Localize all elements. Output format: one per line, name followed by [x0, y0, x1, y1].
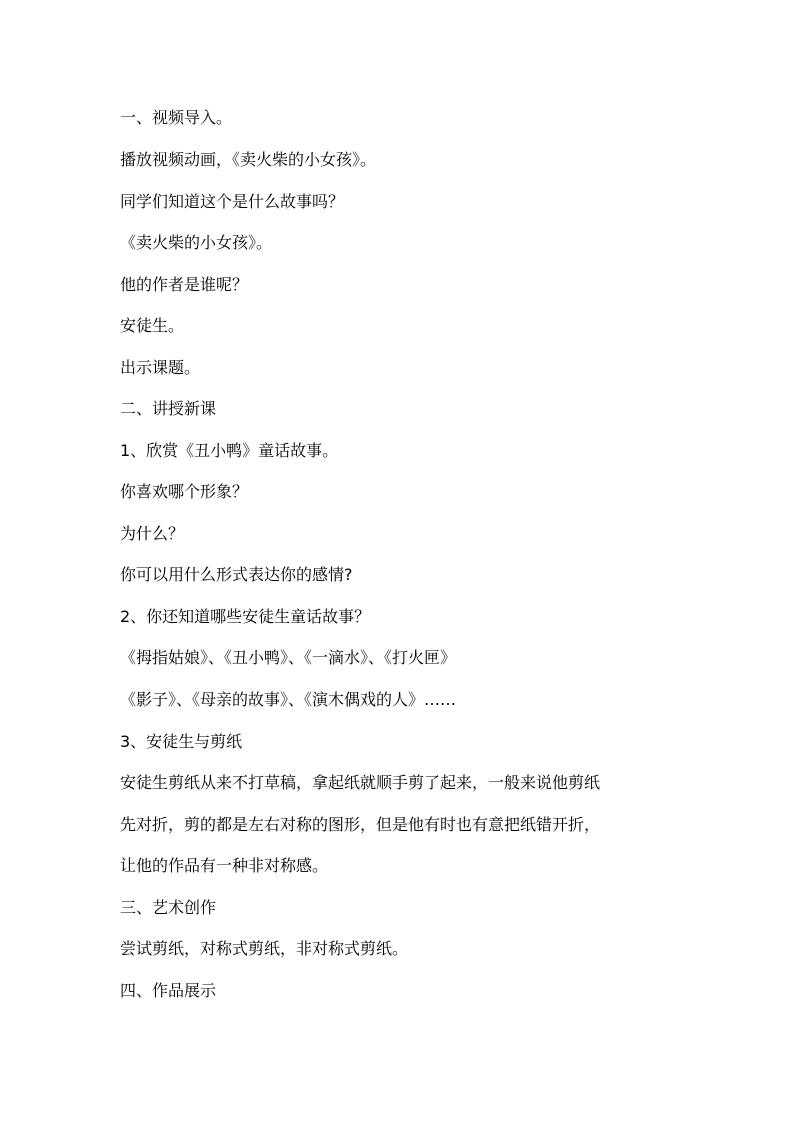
section-heading-art-creation: 三、艺术创作	[120, 898, 217, 917]
paragraph-line: 先对折，剪的都是左右对称的图形，但是他有时也有意把纸错开折，	[120, 815, 601, 834]
paragraph-line: 让他的作品有一种非对称感。	[120, 856, 329, 875]
paragraph-line: 出示课题。	[120, 358, 201, 377]
paragraph-line: 《影子》、《母亲的故事》、《演木偶戏的人》……	[120, 690, 457, 709]
paragraph-line: 《拇指姑娘》、《丑小鸭》、《一滴水》、《打火匣》	[120, 648, 457, 667]
section-heading-new-lesson: 二、讲授新课	[120, 399, 217, 418]
paragraph-line: 他的作者是谁呢？	[120, 275, 249, 294]
section-heading-work-display: 四、作品展示	[120, 981, 217, 1000]
paragraph-line: 为什么？	[120, 524, 185, 543]
paragraph-line: 《卖火柴的小女孩》。	[120, 233, 273, 252]
paragraph-line: 尝试剪纸，对称式剪纸，非对称式剪纸。	[120, 939, 409, 958]
list-item: 1、欣赏《丑小鸭》童话故事。	[120, 441, 339, 460]
paragraph-line: 安徒生剪纸从来不打草稿，拿起纸就顺手剪了起来，一般来说他剪纸	[120, 773, 601, 792]
paragraph-line: 同学们知道这个是什么故事吗？	[120, 192, 345, 211]
paragraph-line: 播放视频动画，《卖火柴的小女孩》。	[120, 150, 377, 169]
paragraph-line: 你可以用什么形式表达你的感情?	[120, 565, 353, 584]
paragraph-line: 安徒生。	[120, 316, 185, 335]
section-heading-video-intro: 一、视频导入。	[120, 108, 233, 127]
list-item: 2、你还知道哪些安徒生童话故事？	[120, 607, 371, 626]
list-item: 3、安徒生与剪纸	[120, 732, 243, 751]
paragraph-line: 你喜欢哪个形象？	[120, 482, 249, 501]
